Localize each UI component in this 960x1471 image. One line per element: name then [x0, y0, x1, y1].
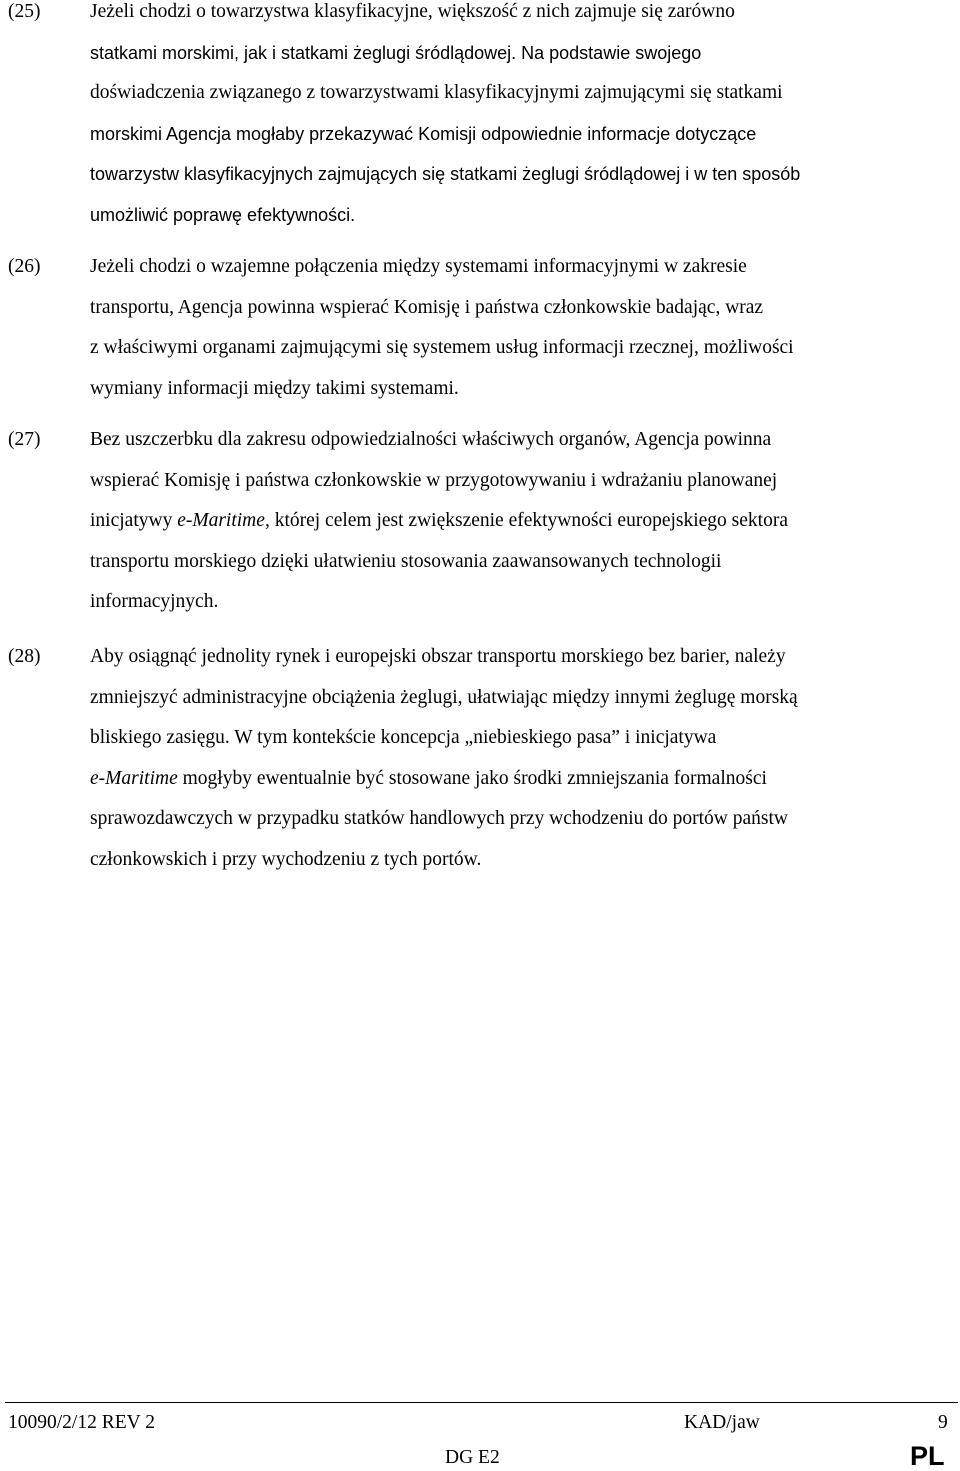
footer-divider	[5, 1402, 958, 1403]
recital-number: (28)	[8, 646, 41, 667]
recital-line: Jeżeli chodzi o towarzystwa klasyfikacyjne, większość z nich zajmuje się zarówno	[90, 1, 735, 22]
recital-line: z właściwymi organami zajmującymi się systemem usług informacji rzecznej, możliwości	[90, 337, 794, 358]
recital-line: informacyjnych.	[90, 591, 219, 612]
recital-line: towarzystw klasyfikacyjnych zajmujących się statkami żeglugi śródlądowej i w ten sposób	[90, 164, 801, 184]
recital-text	[90, 637, 958, 880]
e-maritime-term: e-Maritime	[90, 767, 178, 789]
recital-text	[90, 0, 958, 235]
e-maritime-term: e-Maritime	[177, 510, 265, 531]
recital-line: wspierać Komisję i państwa członkowskie w przygotowywaniu i wdrażaniu planowanej	[90, 469, 778, 491]
recital-line	[90, 501, 958, 542]
recital-line: sprawozdawczych w przypadku statków handlowych przy wchodzeniu do portów państw	[90, 808, 789, 829]
recital-line-part: mogłyby ewentualnie być stosowane jako środki zmniejszania formalności	[177, 767, 767, 789]
directorate-general: DG E2	[445, 1447, 500, 1468]
recital-number: (27)	[8, 429, 41, 450]
recital-line: członkowskich i przy wychodzeniu z tych portów.	[90, 848, 482, 870]
recital-number: (25)	[8, 1, 41, 22]
recital-line: Aby osiągnąć jednolity rynek i europejski obszar transportu morskiego bez barier, należy	[90, 646, 786, 667]
recital-line-part: inicjatywy	[90, 510, 178, 531]
recital-line: umożliwić poprawę efektywności.	[90, 204, 356, 225]
recital-line	[90, 759, 958, 800]
recital-line: statkami morskimi, jak i statkami żeglugi śródlądowej. Na podstawie swojego	[90, 42, 702, 63]
recital-line: wymiany informacji między takimi systemami.	[90, 377, 459, 399]
recital-line: Bez uszczerbku dla zakresu odpowiedzialności właściwych organów, Agencja powinna	[90, 429, 772, 450]
recital-line: Jeżeli chodzi o wzajemne połączenia między systemami informacyjnymi w zakresie	[90, 256, 747, 277]
recital-text	[90, 247, 958, 409]
language-code: PL	[910, 1441, 945, 1471]
recital-line: transportu morskiego dzięki ułatwieniu stosowania zaawansowanych technologii	[90, 550, 722, 572]
recital-number: (26)	[8, 256, 41, 277]
recital-line: doświadczenia związanego z towarzystwami klasyfikacyjnymi zajmującymi się statkami	[90, 82, 783, 103]
recital-line: bliskiego zasięgu. W tym kontekście koncepcja „niebieskiego pasa” i inicjatywa	[90, 727, 717, 748]
recital-line: morskimi Agencja mogłaby przekazywać Komisji odpowiednie informacje dotyczące	[90, 123, 757, 144]
recital-line: zmniejszyć administracyjne obciążenia żeglugi, ułatwiając między innymi żeglugę morską	[90, 686, 798, 708]
page-number: 9	[938, 1412, 948, 1433]
recital-text	[90, 420, 958, 623]
author-initials: KAD/jaw	[684, 1412, 760, 1433]
recital-line-part: , której celem jest zwiększenie efektywności europejskiego sektora	[264, 510, 788, 531]
recital-line: transportu, Agencja powinna wspierać Komisję i państwa członkowskie badając, wraz	[90, 296, 764, 318]
document-reference: 10090/2/12 REV 2	[8, 1412, 155, 1433]
